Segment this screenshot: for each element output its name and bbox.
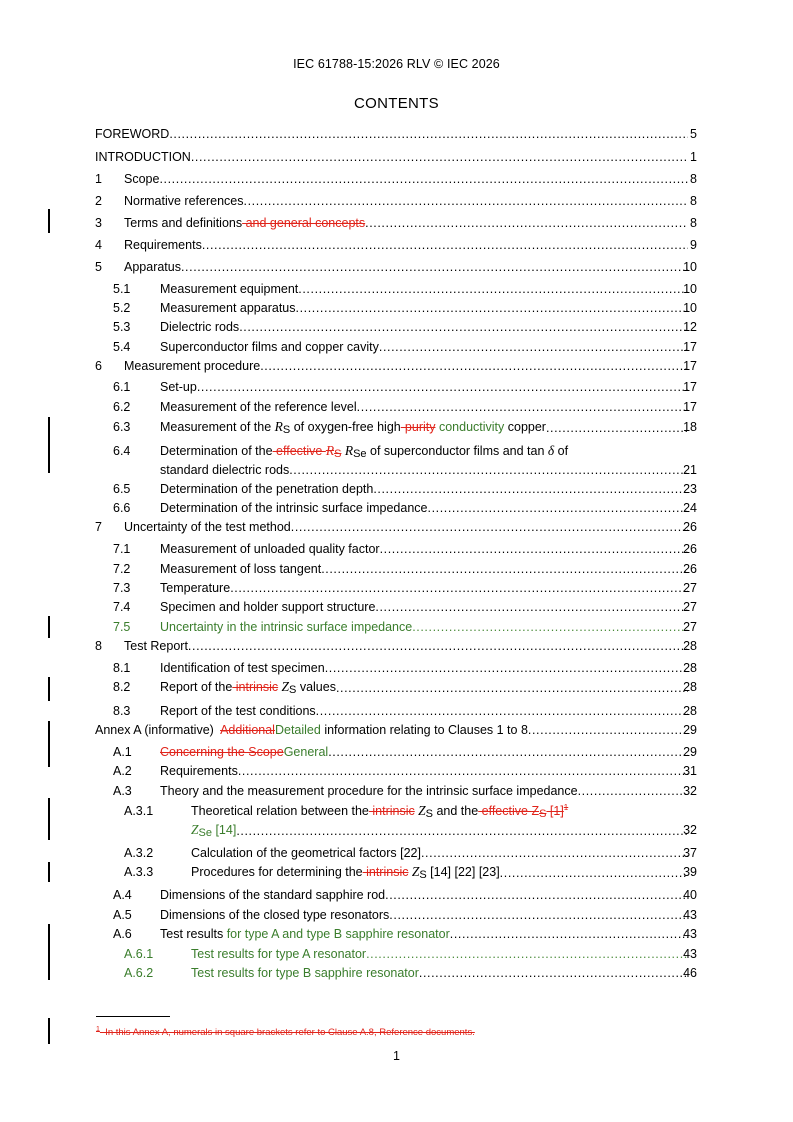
deleted-text: intrinsic	[232, 680, 279, 694]
footnote-separator	[96, 1016, 170, 1017]
toc-entry-a-3-1-cont[interactable]: ZSe [14] ..... 32	[0, 822, 793, 838]
inserted-text: conductivity	[435, 420, 505, 434]
deleted-text: and general concepts	[242, 216, 366, 230]
toc-entry-7-3[interactable]: 7.3 Temperature ..... 27	[0, 580, 793, 596]
toc-entry-6-6[interactable]: 6.6 Determination of the intrinsic surface impedance ..... 24	[0, 500, 793, 516]
toc-entry-5-2[interactable]: 5.2 Measurement apparatus ..... 10	[0, 300, 793, 316]
inserted-text: Detailed	[274, 723, 321, 737]
toc-entry-6-3[interactable]: 6.3 Measurement of the RS of oxygen-free high-purity conductivity copper ..... 18	[0, 419, 793, 435]
toc-entry-5-4[interactable]: 5.4 Superconductor films and copper cavity ..... 17	[0, 339, 793, 355]
toc-entry-6-4[interactable]: 6.4 Determination of the effective RS RSe of superconductor films and tan δ of	[113, 443, 569, 460]
toc-entry-1[interactable]: 1 Scope ..... 8	[0, 171, 793, 187]
toc-entry-6-5[interactable]: 6.5 Determination of the penetration depth ..... 23	[0, 481, 793, 497]
toc-entry-2[interactable]: 2 Normative references ..... 8	[0, 193, 793, 209]
toc-entry-5-3[interactable]: 5.3 Dielectric rods ..... 12	[0, 319, 793, 335]
inserted-text: General	[283, 745, 329, 759]
toc-entry-6-2[interactable]: 6.2 Measurement of the reference level ..... 17	[0, 399, 793, 415]
page-ref: 1	[690, 150, 697, 164]
deleted-text: Concerning the Scope	[160, 745, 284, 759]
toc-entry-6-4-cont[interactable]: standard dielectric rods ..... 21	[0, 462, 793, 478]
toc-entry-a-2[interactable]: A.2 Requirements ..... 31	[0, 763, 793, 779]
toc-entry-5-1[interactable]: 5.1 Measurement equipment ..... 10	[0, 281, 793, 297]
footnote-ref: 1	[563, 803, 569, 812]
running-header: IEC 61788-15:2026 RLV © IEC 2026	[293, 57, 500, 71]
toc-entry-7-1[interactable]: 7.1 Measurement of unloaded quality factor ..... 26	[0, 541, 793, 557]
inserted-text: for type A and type B sapphire resonator	[223, 927, 450, 941]
toc-entry-a-6-2[interactable]: A.6.2 Test results for type B sapphire resonator ..... 46	[0, 965, 793, 981]
toc-entry-a-4[interactable]: A.4 Dimensions of the standard sapphire rod ..... 40	[0, 887, 793, 903]
deleted-text: effective	[478, 804, 532, 818]
toc-entry-a-3-3[interactable]: A.3.3 Procedures for determining the intrinsic ZS [14] [22] [23] ..... 39	[0, 864, 793, 880]
toc-entry-a-3-2[interactable]: A.3.2 Calculation of the geometrical factors [22] ..... 37	[0, 845, 793, 861]
page-ref: 5	[690, 127, 697, 141]
toc-entry-7-4[interactable]: 7.4 Specimen and holder support structure ..... 27	[0, 599, 793, 615]
deleted-text: effective	[272, 444, 326, 458]
toc-entry-introduction[interactable]: INTRODUCTION ..... 1	[0, 149, 793, 165]
change-bar	[48, 1018, 50, 1044]
page-title: CONTENTS	[354, 95, 439, 112]
toc-entry-annex-a[interactable]: Annex A (informative) AdditionalDetailed information relating to Clauses 1 to 8 ..... 29	[0, 722, 793, 738]
toc-entry-7-2[interactable]: 7.2 Measurement of loss tangent ..... 26	[0, 561, 793, 577]
toc-entry-a-3[interactable]: A.3 Theory and the measurement procedure for the intrinsic surface impedance ..... 32	[0, 783, 793, 799]
toc-entry-5[interactable]: 5 Apparatus ..... 10	[0, 259, 793, 275]
toc-entry-7-5[interactable]: 7.5 Uncertainty in the intrinsic surface impedance ..... 27	[0, 619, 793, 635]
toc-entry-a-3-1[interactable]: A.3.1 Theoretical relation between the intrinsic ZS and the effective ZS $[1]^1$	[124, 803, 569, 820]
toc-entry-8[interactable]: 8 Test Report ..... 28	[0, 638, 793, 654]
toc-entry-foreword[interactable]: FOREWORD ..... 5	[0, 126, 793, 142]
footnote: $^1$ In this Annex A, numerals in square brackets refer to Clause A.8, Reference documents.	[96, 1026, 475, 1038]
toc-entry-a-6[interactable]: A.6 Test results for type A and type B sapphire resonator ..... 43	[0, 926, 793, 942]
deleted-text: Additional	[220, 723, 275, 737]
deleted-text: intrinsic	[368, 804, 415, 818]
toc-entry-a-5[interactable]: A.5 Dimensions of the closed type resonators ..... 43	[0, 907, 793, 923]
toc-entry-a-1[interactable]: A.1 Concerning the ScopeGeneral ..... 29	[0, 744, 793, 760]
toc-entry-8-3[interactable]: 8.3 Report of the test conditions ..... 28	[0, 703, 793, 719]
deleted-text: -purity	[400, 420, 436, 434]
toc-entry-a-6-1[interactable]: A.6.1 Test results for type A resonator ..... 43	[0, 946, 793, 962]
toc-entry-8-1[interactable]: 8.1 Identification of test specimen ..... 28	[0, 660, 793, 676]
toc-entry-7[interactable]: 7 Uncertainty of the test method ..... 26	[0, 519, 793, 535]
toc-entry-6-1[interactable]: 6.1 Set-up ..... 17	[0, 379, 793, 395]
toc-entry-4[interactable]: 4 Requirements ..... 9	[0, 237, 793, 253]
page-number: 1	[393, 1049, 400, 1063]
toc-entry-8-2[interactable]: 8.2 Report of the intrinsic ZS values ..... 28	[0, 679, 793, 695]
toc-entry-3[interactable]: 3 Terms and definitions and general concepts ..... 8	[0, 215, 793, 231]
deleted-text: intrinsic	[362, 865, 409, 879]
toc-entry-6[interactable]: 6 Measurement procedure ..... 17	[0, 358, 793, 374]
